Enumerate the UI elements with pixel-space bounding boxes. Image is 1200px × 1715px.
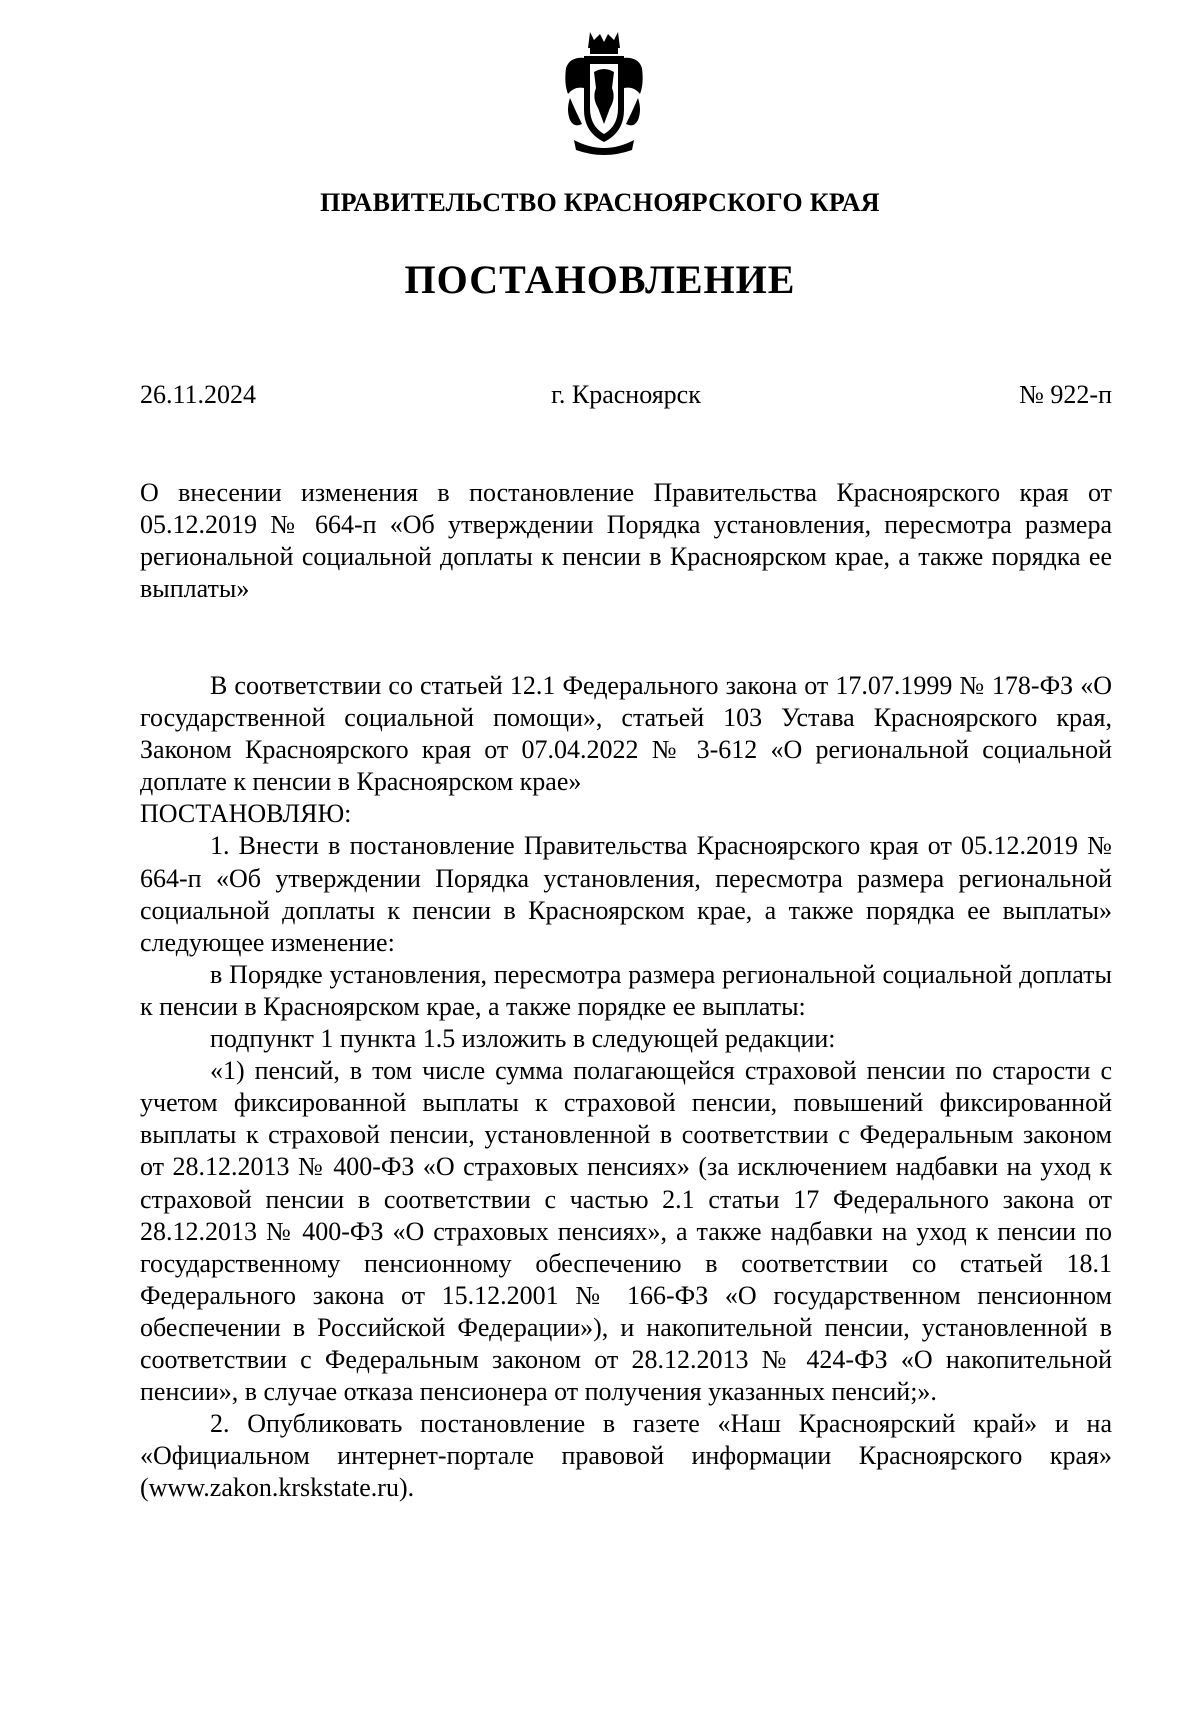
document-subject: О внесении изменения в постановление Правительства Красноярского края от 05.12.2019 № 664-п «Об утверждении Порядка установления, пересмотра размера региональной социальной доплаты к пенсии в Красноярском крае, а также порядка ее выплаты» bbox=[140, 478, 1112, 603]
document-date: 26.11.2024 bbox=[140, 380, 257, 409]
item-1-quote-paragraph: «1) пенсий, в том числе сумма полагающейся страховой пенсии по старости с учетом фиксированной выплаты к страховой пенсии, повышений фиксированной выплаты к страховой пенсии, установленной в соответствии с Федеральным законом от 28.12.2013 № 400-ФЗ «О страховых пенсиях» (за исключением надбавки на уход к страховой пенсии в соответствии с частью 2.1 статьи 17 Федерального закона от 28.12.2013 № 400-ФЗ «О страховых пенсиях», а также надбавки на уход к пенсии по государственному пенсионному обеспечению в соответствии со статьей 18.1 Федерального закона от 15.12.2001 № 166-ФЗ «О государственном пенсионном обеспечении в Российской Федерации»), и накопительной пенсии, установленной в соответствии с Федеральным законом от 28.12.2013 № 424-ФЗ «О накопительной пенсии», в случае отказа пенсионера от получения указанных пенсий;». bbox=[140, 1056, 1112, 1407]
preamble-paragraph: В соответствии со статьей 12.1 Федерального закона от 17.07.1999 № 178-ФЗ «О государственной социальной помощи», статьей 103 Устава Красноярского края, Законом Красноярского края от 07.04.2022 № 3-612 «О региональной социальной доплате к пенсии в Красноярском крае» bbox=[140, 671, 1112, 797]
item-1-sub-paragraph: подпункт 1 пункта 1.5 изложить в следующей редакции: bbox=[210, 1024, 836, 1054]
document-meta-row bbox=[140, 380, 1112, 414]
item-1-paragraph: 1. Внести в постановление Правительства Красноярского края от 05.12.2019 № 664-п «Об утверждении Порядка установления, пересмотра размера региональной социальной доплаты к пенсии в Красноярском крае, а также порядка ее выплаты» следующее изменение: bbox=[140, 831, 1112, 957]
document-body bbox=[140, 670, 1112, 1504]
document-type-title: ПОСТАНОВЛЕНИЕ bbox=[404, 257, 796, 302]
item-2-paragraph: 2. Опубликовать постановление в газете «Наш Красноярский край» и на «Официальном интернет-портале правовой информации Красноярского края» (www.zakon.krskstate.ru). bbox=[140, 1409, 1112, 1503]
organization-name: ПРАВИТЕЛЬСТВО КРАСНОЯРСКОГО КРАЯ bbox=[320, 188, 880, 217]
resolve-paragraph: ПОСТАНОВЛЯЮ: bbox=[140, 799, 352, 829]
item-1-sub-paragraph: в Порядке установления, пересмотра размера региональной социальной доплаты к пенсии в Красноярском крае, а также порядке ее выплаты: bbox=[140, 959, 1112, 1021]
krasnoyarsk-coat-of-arms-icon bbox=[560, 28, 648, 158]
document-number: № 922-п bbox=[1019, 380, 1112, 409]
document-city: г. Красноярск bbox=[551, 380, 701, 409]
